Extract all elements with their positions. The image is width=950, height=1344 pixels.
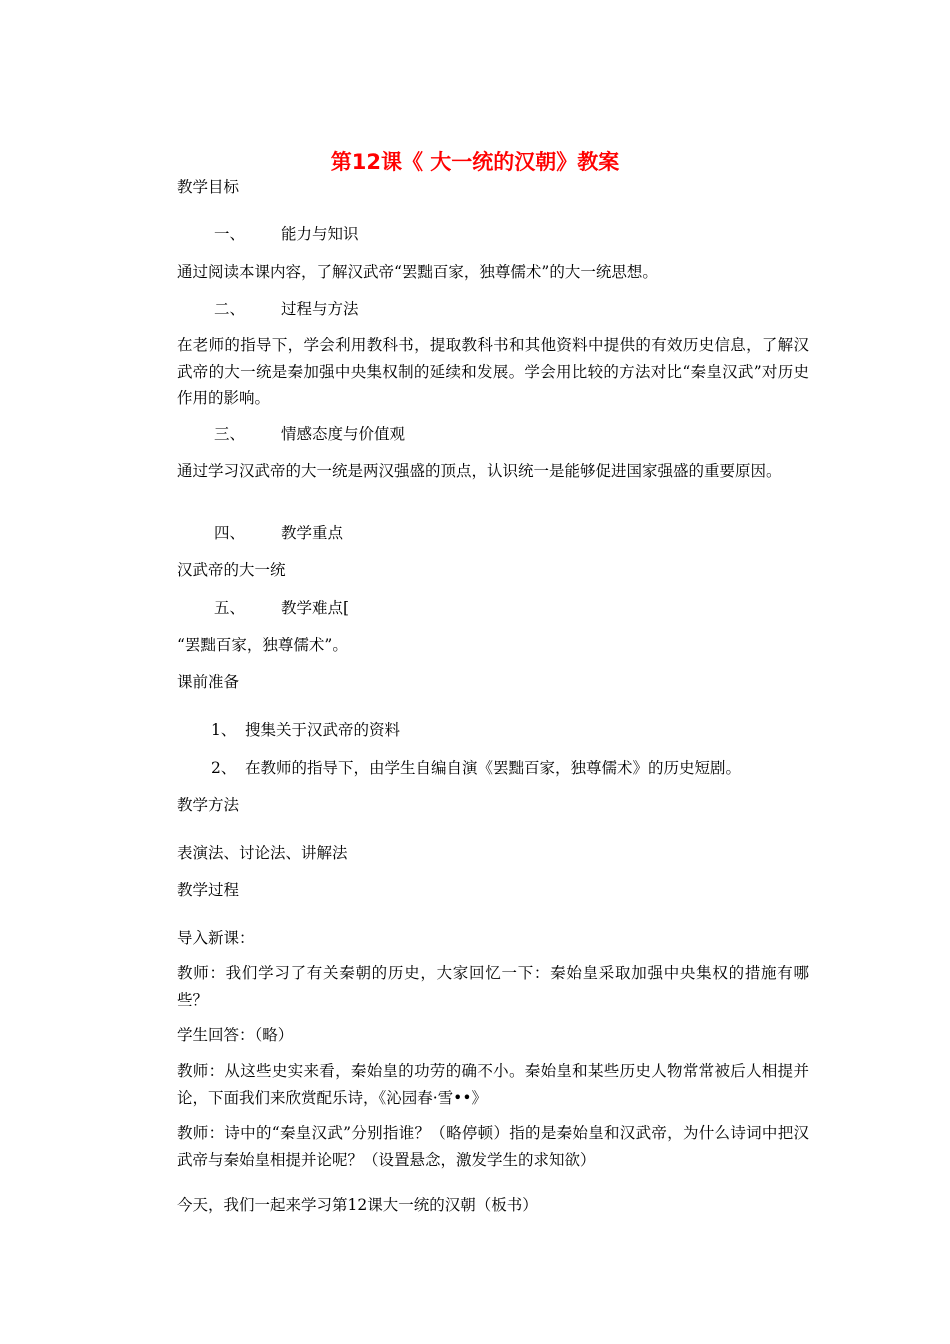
- section-1-label: 能力与知识: [281, 225, 359, 243]
- section-4-number: 四、: [214, 524, 246, 542]
- section-4-label: 教学重点: [281, 524, 344, 542]
- student-line-1: 学生回答：（略）: [177, 1026, 294, 1044]
- paragraph-3: 通过学习汉武帝的大一统是两汉强盛的顶点，认识统一是能够促进国家强盛的重要原因。: [177, 462, 782, 480]
- heading-method: 教学方法: [177, 796, 240, 814]
- section-5-number: 五、: [214, 599, 246, 617]
- section-3-number: 三、: [214, 425, 246, 443]
- page-title: 第12课《 大一统的汉朝》教案: [330, 150, 620, 174]
- section-3-label: 情感态度与价值观: [281, 425, 406, 443]
- teacher-line-2: 教师：从这些史实来看，秦始皇的功劳的确不小。秦始皇和某些历史人物常常被后人相提并论，下面我们来欣赏配乐诗，《沁园春·雪••》: [177, 1062, 809, 1107]
- prep-item-1-number: 1、: [211, 721, 237, 739]
- teacher-line-1: 教师：我们学习了有关秦朝的历史，大家回忆一下：秦始皇采取加强中央集权的措施有哪些？: [177, 964, 809, 1009]
- teacher-line-3: 教师：诗中的“秦皇汉武”分别指谁？（略停顿）指的是秦始皇和汉武帝，为什么诗词中把汉武帝与秦始皇相提并论呢？（设置悬念，激发学生的求知欲）: [177, 1124, 809, 1169]
- paragraph-4: 汉武帝的大一统: [177, 561, 286, 579]
- section-1-number: 一、: [214, 225, 246, 243]
- paragraph-1: 通过阅读本课内容，了解汉武帝“罢黜百家，独尊儒术”的大一统思想。: [177, 263, 658, 281]
- prep-item-2-label: 在教师的指导下，由学生自编自演《罢黜百家，独尊儒术》的历史短剧。: [245, 759, 742, 777]
- section-5-label: 教学难点[: [281, 599, 350, 617]
- heading-process: 教学过程: [177, 881, 240, 899]
- paragraph-5: “罢黜百家，独尊儒术”。: [177, 636, 348, 654]
- paragraph-2: 在老师的指导下，学会利用教科书，提取教科书和其他资料中提供的有效历史信息，了解汉武帝的大一统是秦加强中央集权制的延续和发展。学会用比较的方法对比“秦皇汉武”对历史作用的影响。: [177, 336, 809, 407]
- heading-objectives: 教学目标: [177, 178, 240, 196]
- intro-text: 导入新课：: [177, 929, 255, 947]
- prep-item-2-number: 2、: [211, 759, 237, 777]
- methods-text: 表演法、讨论法、讲解法: [177, 844, 348, 862]
- today-text: 今天，我们一起来学习第12课大一统的汉朝（板书）: [177, 1196, 538, 1214]
- section-2-number: 二、: [214, 300, 246, 318]
- heading-prep: 课前准备: [177, 673, 240, 691]
- section-2-label: 过程与方法: [281, 300, 359, 318]
- prep-item-1-label: 搜集关于汉武帝的资料: [245, 721, 401, 739]
